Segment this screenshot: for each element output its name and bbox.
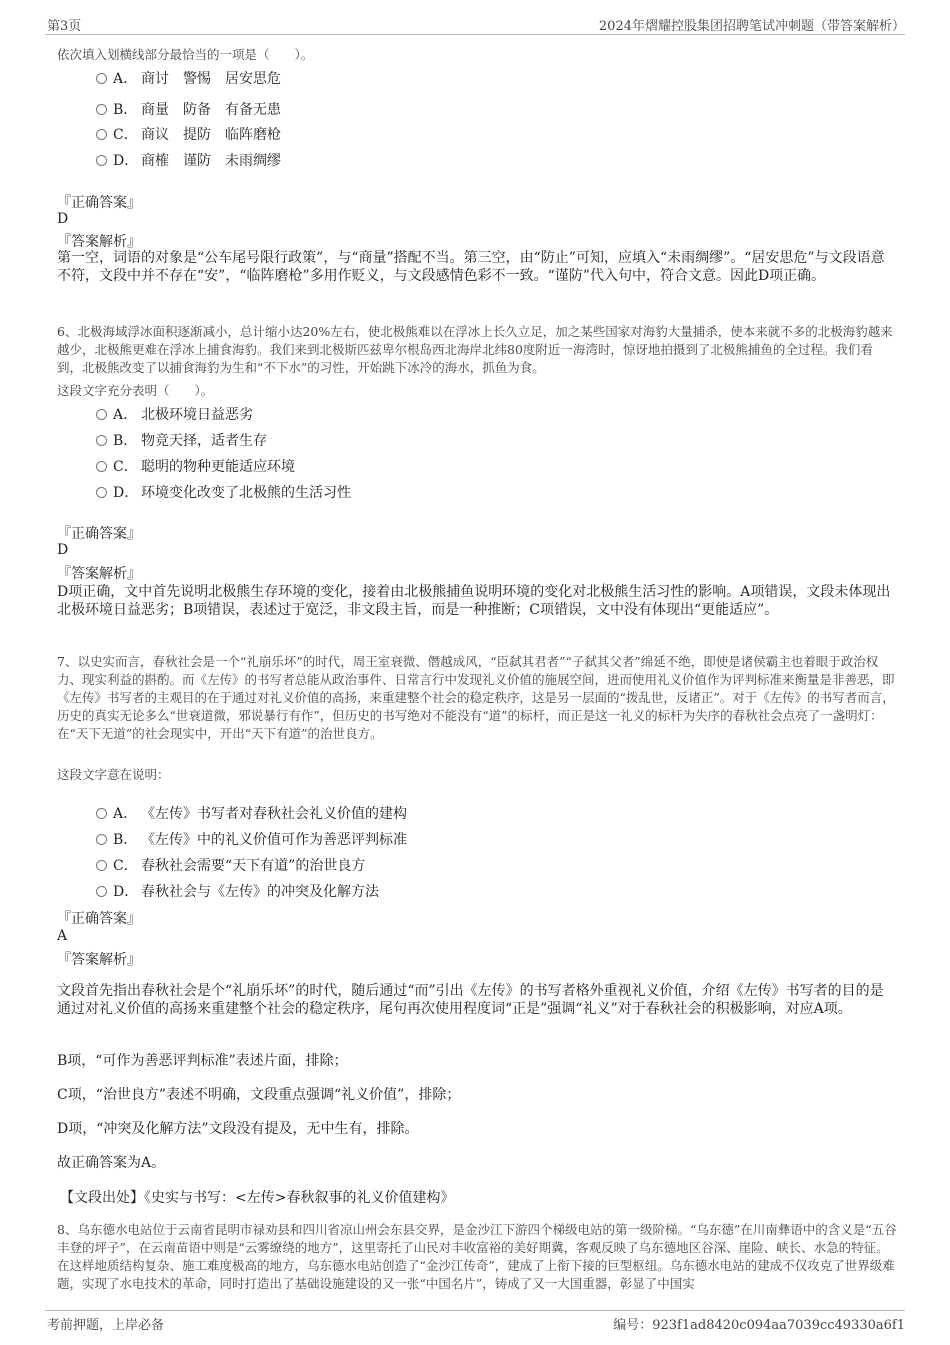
footer-slogan: 考前押题，上岸必备 — [47, 1318, 165, 1333]
q5-analysis-label: 『答案解析』 — [57, 234, 141, 250]
radio-icon[interactable] — [96, 129, 107, 140]
q5-stem: 依次填入划横线部分最恰当的一项是（ ）。 — [57, 47, 314, 62]
radio-icon[interactable] — [96, 409, 107, 420]
q6-option-a[interactable]: A． 北极环境日益恶劣 — [96, 404, 253, 424]
radio-icon[interactable] — [96, 860, 107, 871]
q7-source: 【文段出处】《史实与书写：<左传>春秋叙事的礼义价值建构》 — [60, 1190, 455, 1206]
q7-question: 这段文字意在说明： — [57, 767, 170, 782]
q7-correct-label: 『正确答案』 — [57, 911, 141, 927]
q6-answer: D — [57, 542, 69, 558]
radio-icon[interactable] — [96, 435, 107, 446]
document-title: 2024年熠耀控股集团招聘笔试冲刺题（带答案解析） — [598, 19, 905, 34]
q5-analysis: 第一空，词语的对象是“公车尾号限行政策”，与“商量”搭配不当。第三空，由“防止”可知，应填入“未雨绸缪”。“居安思危”与文段语意不符，文段中并不存在“安”，“临阵磨枪”多用作贬义，与文段感情色彩不一致。“谨防”代入句中，符合文意。因此D项正确。 — [57, 250, 885, 284]
q7-analysis-label: 『答案解析』 — [57, 952, 141, 968]
q7-option-b[interactable]: B． 《左传》中的礼义价值可作为善恶评判标准 — [96, 829, 407, 849]
radio-icon[interactable] — [96, 487, 107, 498]
q8-stem: 8、乌东德水电站位于云南省昆明市禄劝县和四川省凉山州会东县交界，是金沙江下游四个梯级电站的第一级阶梯。“乌东德”在川南彝语中的含义是“五谷丰登的坪子”，在云南苗语中则是“云雾缭绕的地方”，这里寄托了山民对丰收富裕的美好期冀，客观反映了乌东德地区谷深、崖险、峡长、水急的特征。在这样地质结构复杂、施工难度极高的地方，乌东德水电站创造了“金沙江传奇”，建成了上衔下接的巨型枢纽。乌东德水电站的建成不仅攻克了世界级难题，实现了水电技术的革命，同时打造出了基础设施建设的又一张“中国名片”，铸成了又一大国重器，彰显了中国实 — [57, 1222, 897, 1291]
q5-answer: D — [57, 211, 69, 227]
q7-conclusion: 故正确答案为A。 — [57, 1155, 166, 1171]
q7-answer: A — [57, 928, 68, 944]
q7-option-d[interactable]: D． 春秋社会与《左传》的冲突及化解方法 — [96, 881, 379, 901]
radio-icon[interactable] — [96, 834, 107, 845]
radio-icon[interactable] — [96, 808, 107, 819]
q6-question: 这段文字充分表明（ ）。 — [57, 383, 214, 398]
radio-icon[interactable] — [96, 155, 107, 166]
q7-analysis-c: C项，“治世良方”表述不明确，文段重点强调“礼义价值”，排除； — [57, 1087, 461, 1103]
q7-stem: 7、以史实而言，春秋社会是一个“礼崩乐坏”的时代，周王室衰微、僭越成风，“臣弑其君者”“子弑其父者”绵延不绝，即使是诸侯霸主也着眼于政治权力、现实利益的斟酌。而《左传》的书写者总能从政治事件、日常言行中发现礼义价值的施展空间，进而使用礼义价值作为评判标准来衡量是非善恶，即《左传》书写者的主观目的在于通过对礼义价值的高扬，来重建整个社会的稳定秩序，这是另一层面的“拨乱世，反诸正”。对于《左传》的书写者而言，历史的真实无论多么“世衰道微，邪说暴行有作”，但历史的书写绝对不能没有“道”的标杆，而正是这一礼义的标杆为失序的春秋社会点亮了一盏明灯：在“天下无道”的社会现实中，开出“天下有道”的治世良方。 — [57, 654, 895, 741]
q6-option-c[interactable]: C． 聪明的物种更能适应环境 — [96, 456, 295, 476]
radio-icon[interactable] — [96, 104, 107, 115]
q7-analysis-main: 文段首先指出春秋社会是个“礼崩乐坏”的时代，随后通过“而”引出《左传》的书写者格外重视礼义价值，介绍《左传》书写者的目的是通过对礼义价值的高扬来重建整个社会的稳定秩序，尾句再次使用程度词“正是”强调“礼义”对于春秋社会的积极影响，对应A项。 — [57, 983, 884, 1017]
q5-option-d[interactable]: D． 商榷 谨防 未雨绸缪 — [96, 150, 281, 170]
footer-divider — [45, 1310, 905, 1311]
q5-option-b[interactable]: B． 商量 防备 有备无患 — [96, 99, 281, 119]
radio-icon[interactable] — [96, 886, 107, 897]
q7-analysis-d: D项，“冲突及化解方法”文段没有提及，无中生有，排除。 — [57, 1121, 419, 1137]
radio-icon[interactable] — [96, 461, 107, 472]
q6-analysis: D项正确，文中首先说明北极熊生存环境的变化，接着由北极熊捕鱼说明环境的变化对北极熊生活习性的影响。A项错误，文段未体现出北极环境日益恶劣；B项错误，表述过于宽泛，非文段主旨，而是一种推断；C项错误，文中没有体现出“更能适应”。 — [57, 584, 891, 618]
q5-option-c[interactable]: C． 商议 提防 临阵磨枪 — [96, 124, 281, 144]
q6-option-d[interactable]: D． 环境变化改变了北极熊的生活习性 — [96, 482, 351, 502]
q6-analysis-label: 『答案解析』 — [57, 566, 141, 582]
q6-option-b[interactable]: B． 物竞天择，适者生存 — [96, 430, 267, 450]
q5-correct-label: 『正确答案』 — [57, 195, 141, 211]
header-divider — [45, 34, 905, 35]
q7-option-c[interactable]: C． 春秋社会需要“天下有道”的治世良方 — [96, 855, 365, 875]
q7-option-a[interactable]: A． 《左传》书写者对春秋社会礼义价值的建构 — [96, 803, 407, 823]
q5-option-a[interactable]: A． 商讨 警惕 居安思危 — [96, 68, 281, 88]
q6-correct-label: 『正确答案』 — [57, 526, 141, 542]
footer-code: 编号：923f1ad8420c094aa7039cc49330a6f1 — [613, 1318, 905, 1333]
q7-analysis-b: B项，“可作为善恶评判标准”表述片面，排除； — [57, 1053, 348, 1069]
page-number: 第3页 — [47, 19, 82, 34]
q6-stem: 6、北极海域浮冰面积逐渐减小，总计缩小达20%左右，使北极熊难以在浮冰上长久立足，加之某些国家对海豹大量捕杀，使本来就不多的北极海豹越来越少，北极熊更难在浮冰上捕食海豹。我们来到北极斯匹兹卑尔根岛西北海岸北纬80度附近一海湾时，惊讶地拍摄到了北极熊捕鱼的全过程。我们看到，北极熊改变了以捕食海豹为生和“不下水”的习性，开始跳下冰冷的海水，抓鱼为食。 — [57, 324, 893, 375]
radio-icon[interactable] — [96, 73, 107, 84]
